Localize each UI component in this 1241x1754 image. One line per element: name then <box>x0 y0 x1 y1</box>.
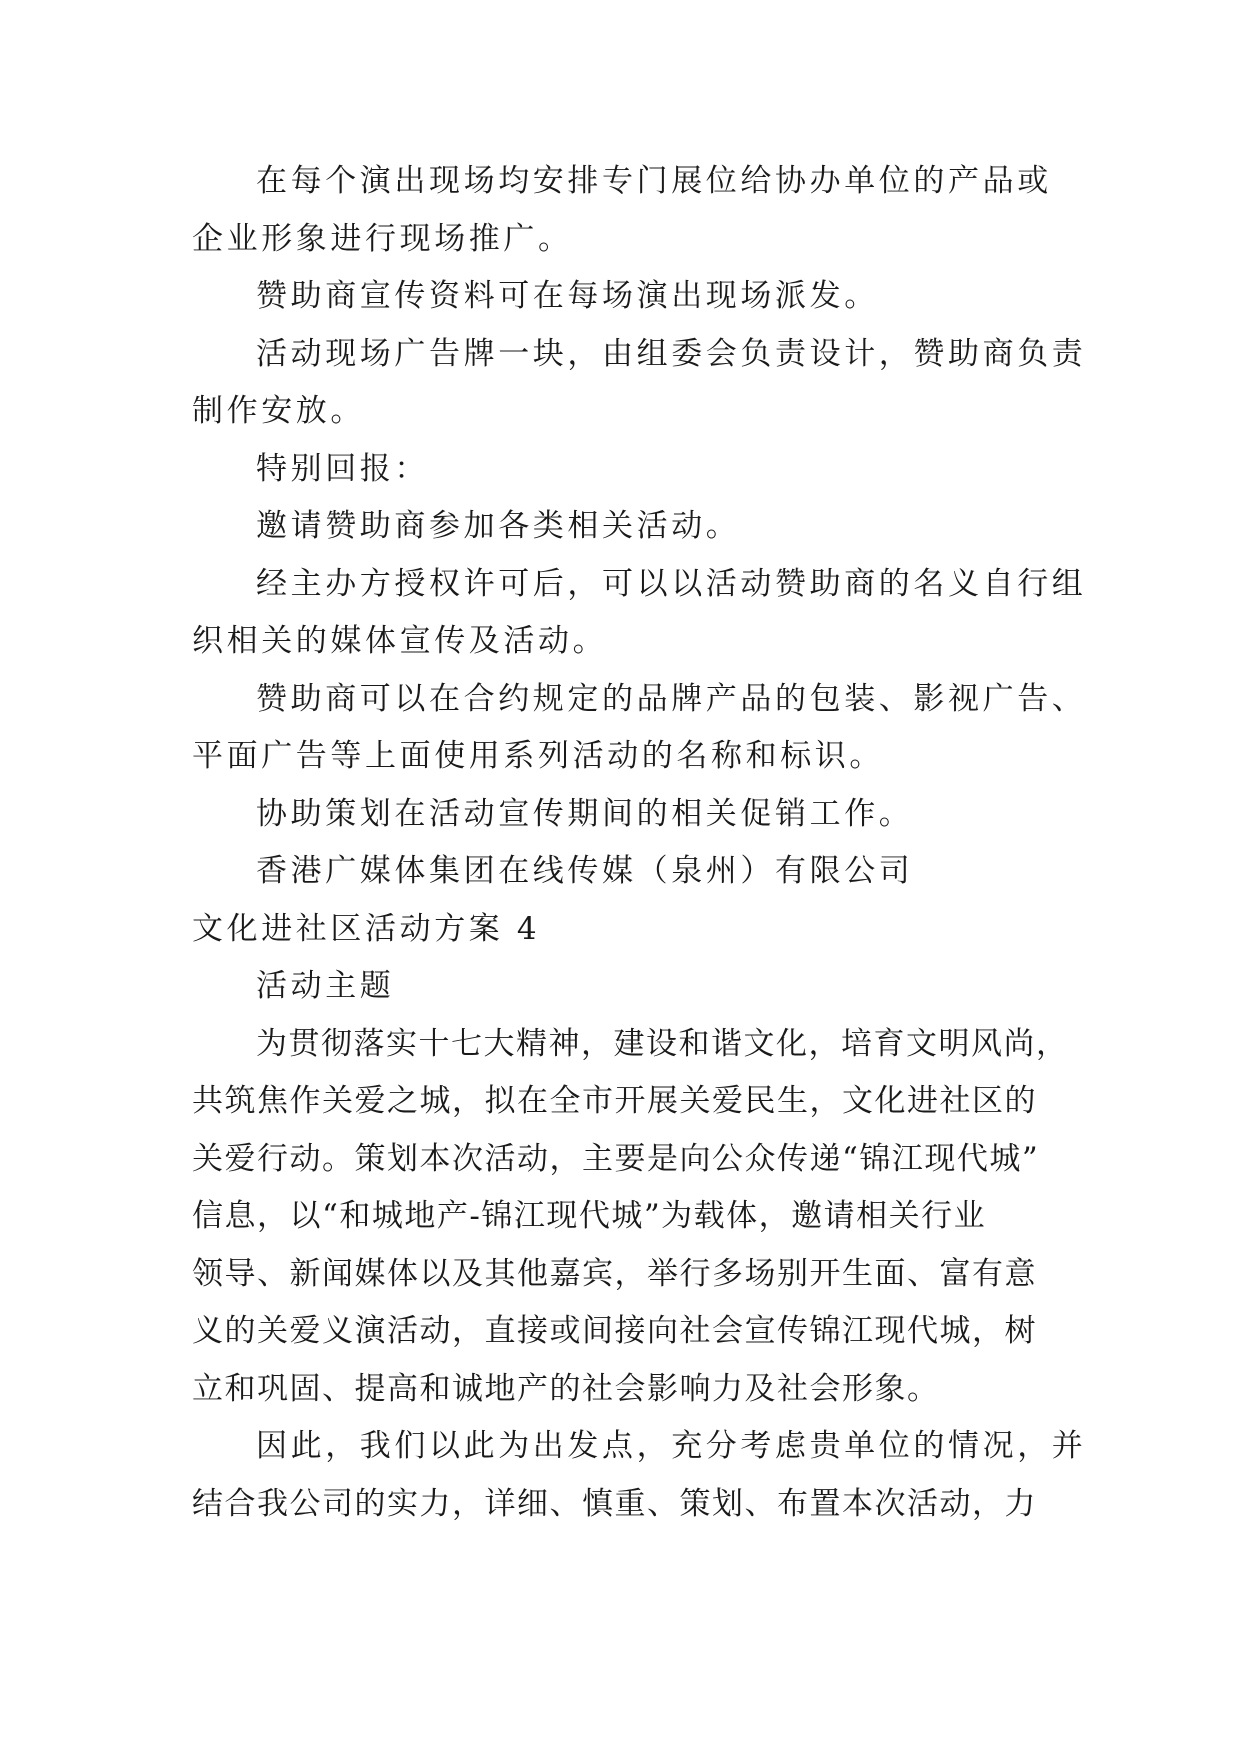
text-line: 赞助商可以在合约规定的品牌产品的包装、影视广告、 <box>256 680 1087 717</box>
text-line: 共筑焦作关爱之城，拟在全市开展关爱民生，文化进社区的 <box>192 1083 1037 1119</box>
text-line: 制作安放。 <box>192 393 365 429</box>
text-line: 因此，我们以此为出发点，充分考虑贵单位的情况，并 <box>256 1428 1087 1464</box>
text-line: 赞助商宣传资料可在每场演出现场派发。 <box>256 278 879 314</box>
section-heading: 文化进社区活动方案 4 <box>192 910 541 947</box>
text-line: 义的关爱义演活动，直接或间接向社会宣传锦江现代城，树 <box>192 1313 1037 1349</box>
text-line: 平面广告等上面使用系列活动的名称和标识。 <box>192 738 884 774</box>
text-line: 企业形象进行现场推广。 <box>192 220 573 257</box>
text-line: 香港广媒体集团在线传媒（泉州）有限公司 <box>256 853 914 889</box>
text-line: 关爱行动。策划本次活动，主要是向公众传递“锦江现代城” <box>192 1140 1040 1177</box>
document-body <box>192 153 1087 1533</box>
text-line: 邀请赞助商参加各类相关活动。 <box>256 508 741 544</box>
text-line: 结合我公司的实力，详细、慎重、策划、布置本次活动，力 <box>192 1485 1037 1522</box>
text-line: 活动现场广告牌一块，由组委会负责设计，赞助商负责 <box>256 335 1087 372</box>
text-line: 经主办方授权许可后，可以以活动赞助商的名义自行组 <box>256 565 1087 602</box>
text-line: 为贯彻落实十七大精神，建设和谐文化，培育文明风尚， <box>256 1025 1069 1062</box>
text-line: 信息，以“和城地产-锦江现代城”为载体，邀请相关行业 <box>192 1198 987 1234</box>
text-line: 立和巩固、提高和诚地产的社会影响力及社会形象。 <box>192 1370 940 1407</box>
text-line: 在每个演出现场均安排专门展位给协办单位的产品或 <box>256 163 1052 199</box>
text-line: 协助策划在活动宣传期间的相关促销工作。 <box>256 795 914 832</box>
text-line: 活动主题 <box>256 968 395 1004</box>
text-line: 领导、新闻媒体以及其他嘉宾，举行多场别开生面、富有意 <box>192 1255 1037 1292</box>
text-line: 特别回报： <box>256 450 429 487</box>
text-line: 织相关的媒体宣传及活动。 <box>192 623 608 659</box>
